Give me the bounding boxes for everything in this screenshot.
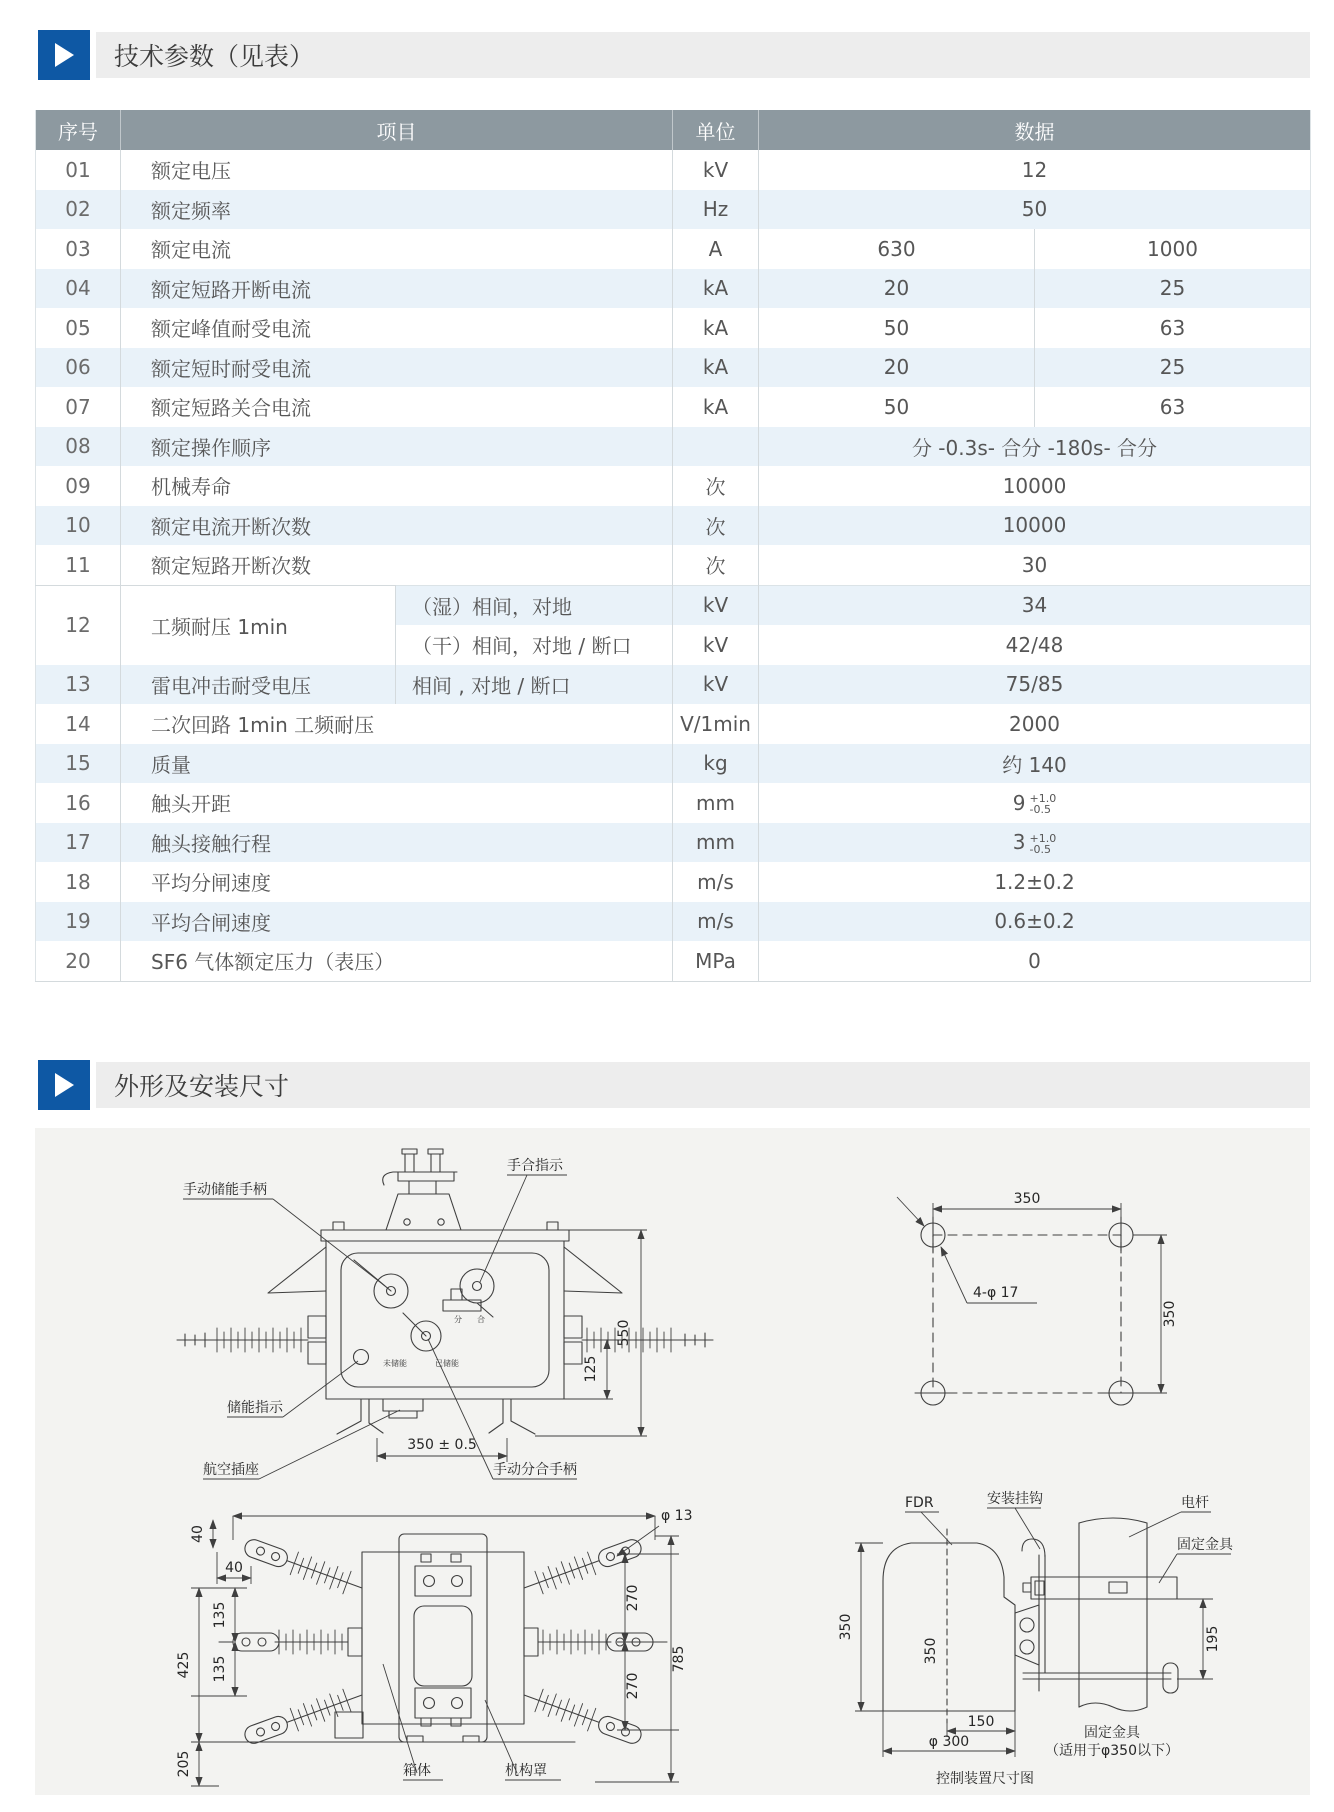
row-unit: MPa (673, 941, 759, 981)
dim-135a: 135 (212, 1601, 228, 1629)
charged-mark: 已储能 (435, 1359, 459, 1368)
row-item: 工频耐压 1min (121, 585, 396, 665)
table-row (36, 783, 1311, 823)
row-unit: kV (673, 625, 759, 665)
table-row (36, 823, 1311, 863)
row-subitem: （干）相间，对地 / 断口 (396, 625, 673, 665)
row-unit: 次 (673, 466, 759, 506)
row-value: 63 (1159, 315, 1186, 340)
row-seq: 16 (36, 783, 121, 823)
dim-40-horiz: 40 (225, 1560, 243, 1576)
row-unit: mm (673, 783, 759, 823)
row-unit: kA (673, 308, 759, 348)
phi13-label: φ 13 (661, 1508, 693, 1524)
hole-pattern-drawing (855, 1173, 1285, 1438)
row-value: 0.6±0.2 (759, 902, 1311, 942)
play-icon (38, 1060, 90, 1110)
top-view-drawing (155, 1490, 730, 1790)
row-unit: kV (673, 150, 759, 190)
section-title: 技术参数（见表） (96, 32, 1310, 78)
dim-205: 205 (176, 1750, 192, 1778)
play-icon (38, 30, 90, 80)
pole-mount-drawing (825, 1483, 1275, 1793)
row-item: 质量 (121, 744, 673, 784)
table-row (36, 190, 1311, 230)
row-seq: 18 (36, 862, 121, 902)
table-row (36, 744, 1311, 784)
caption-clamp-note: （适用于φ350以下） (1045, 1743, 1179, 1759)
row-unit: Hz (673, 190, 759, 230)
row-unit: A (673, 229, 759, 269)
section-title: 外形及安装尺寸 (96, 1062, 1310, 1108)
dim-150: 150 (967, 1714, 995, 1730)
open-mark: 分 (454, 1315, 462, 1324)
row-unit: m/s (673, 862, 759, 902)
row-value: 分 -0.3s- 合分 -180s- 合分 (759, 427, 1311, 467)
row-seq: 07 (36, 387, 121, 427)
table-row (36, 941, 1311, 981)
row-item: 额定峰值耐受电流 (151, 317, 311, 342)
uncharged-mark: 未储能 (383, 1359, 407, 1368)
col-seq: 序号 (36, 110, 121, 150)
row-value: 3 +1.0 -0.5 (759, 823, 1311, 863)
table-row (36, 387, 1311, 427)
row-value: 20 (759, 269, 1035, 309)
table-row (36, 902, 1311, 942)
dim-width-label: 350 ± 0.5 (407, 1437, 477, 1453)
dim-40-vert: 40 (190, 1525, 206, 1543)
caption-control-device: 控制装置尺寸图 (936, 1771, 1034, 1787)
dim-height-label: 550 (616, 1319, 632, 1347)
table-row (36, 348, 1311, 388)
caption-clamp: 固定金具 (1084, 1725, 1140, 1741)
row-value: 1000 (1147, 236, 1198, 261)
row-value: 9 +1.0 -0.5 (1012, 790, 1057, 816)
callout-close-indicator: 手合指示 (507, 1158, 563, 1174)
drawings-panel (35, 1128, 1310, 1795)
row-unit: 次 (673, 506, 759, 546)
spec-table-body (36, 150, 1311, 981)
row-item: 二次回路 1min 工频耐压 (151, 713, 375, 738)
row-seq: 20 (36, 941, 121, 981)
row-seq: 17 (36, 823, 121, 863)
row-item: 额定频率 (121, 190, 673, 230)
dim-135b: 135 (212, 1655, 228, 1683)
close-mark: 合 (477, 1315, 485, 1324)
row-unit: m/s (673, 902, 759, 942)
row-seq: 15 (36, 744, 121, 784)
dim-270a: 270 (625, 1584, 641, 1612)
row-item: 触头开距 (151, 792, 231, 817)
row-item: 额定电压 (151, 159, 231, 184)
section-header-dimensions (38, 1060, 1310, 1110)
dim-270b: 270 (625, 1672, 641, 1700)
table-row (36, 427, 1311, 467)
row-value: 1.2±0.2 (994, 869, 1075, 894)
front-view-drawing (155, 1140, 735, 1490)
table-row (36, 269, 1311, 309)
row-value: 10000 (759, 506, 1311, 546)
row-item: 额定短时耐受电流 (121, 348, 673, 388)
row-seq: 08 (36, 427, 121, 467)
col-unit: 单位 (673, 110, 759, 150)
callout-mechanism-cover: 机构罩 (505, 1763, 547, 1779)
holes-label: 4-φ 17 (973, 1285, 1019, 1301)
row-value: 12 (1021, 157, 1048, 182)
row-unit: kg (673, 744, 759, 784)
table-header (36, 110, 1311, 150)
table-row (36, 665, 1311, 705)
row-subitem: 相间 , 对地 / 断口 (396, 665, 673, 705)
row-item: 平均合闸速度 (121, 902, 673, 942)
row-item: 雷电冲击耐受电压 (121, 665, 396, 705)
row-unit: kV (673, 665, 759, 705)
row-seq: 05 (36, 308, 121, 348)
row-seq: 06 (36, 348, 121, 388)
section-header-tech-params (38, 30, 1310, 80)
dim-785: 785 (671, 1645, 687, 1673)
row-item: 额定操作顺序 (121, 427, 673, 467)
row-unit (673, 427, 759, 467)
callout-charge-indicator: 储能指示 (227, 1400, 283, 1416)
row-item: 机械寿命 (151, 475, 231, 500)
spec-table (35, 110, 1311, 982)
row-value: 2000 (1009, 711, 1060, 736)
dim-350-left: 350 (838, 1613, 854, 1641)
row-item: 额定短路开断次数 (151, 554, 311, 579)
callout-clamp: 固定金具 (1177, 1537, 1233, 1553)
row-value: 0 (1028, 948, 1041, 973)
row-value: 75/85 (759, 665, 1311, 705)
callout-store-handle: 手动储能手柄 (183, 1182, 267, 1198)
row-item: 额定短路关合电流 (151, 396, 311, 421)
dim-350-right: 350 (1162, 1300, 1178, 1328)
dim-350-axis: 350 (923, 1637, 939, 1665)
row-value: 10000 (1002, 473, 1067, 498)
row-seq: 11 (36, 545, 121, 585)
row-value: 25 (1035, 348, 1311, 388)
row-value: 50 (759, 387, 1035, 427)
table-header-row (36, 110, 1311, 150)
row-unit: kA (673, 348, 759, 388)
row-unit: mm (673, 823, 759, 863)
row-value: 25 (1035, 269, 1311, 309)
row-value: 50 (759, 308, 1035, 348)
dim-bushing-label: 125 (583, 1355, 599, 1383)
callout-aviation-socket: 航空插座 (203, 1462, 259, 1478)
row-seq: 04 (36, 269, 121, 309)
row-unit: kA (673, 269, 759, 309)
row-unit: 次 (673, 545, 759, 585)
col-data: 数据 (759, 110, 1311, 150)
row-unit: V/1min (673, 704, 759, 744)
col-item: 项目 (121, 110, 673, 150)
dim-425: 425 (176, 1651, 192, 1679)
row-seq: 02 (36, 190, 121, 230)
row-item: SF6 气体额定压力（表压） (151, 950, 395, 975)
row-value: 30 (1021, 552, 1048, 577)
row-seq: 14 (36, 704, 121, 744)
table-row (36, 585, 1311, 625)
row-value: 20 (759, 348, 1035, 388)
row-unit: kA (673, 387, 759, 427)
callout-box-body: 箱体 (403, 1763, 431, 1779)
row-value: 约 140 (759, 744, 1311, 784)
row-seq: 10 (36, 506, 121, 546)
callout-pole: 电杆 (1181, 1495, 1209, 1511)
row-seq: 03 (36, 229, 121, 269)
row-subitem: （湿）相间，对地 (396, 585, 673, 625)
table-row (36, 466, 1311, 506)
callout-fdr: FDR (905, 1495, 934, 1511)
table-row (36, 862, 1311, 902)
callout-hook: 安装挂钩 (987, 1491, 1043, 1507)
row-item: 额定短路开断电流 (121, 269, 673, 309)
dim-phi300: φ 300 (928, 1734, 970, 1750)
table-row (36, 506, 1311, 546)
row-unit: kV (673, 585, 759, 625)
row-value: 42/48 (1005, 632, 1064, 657)
table-row (36, 308, 1311, 348)
row-value: 63 (1159, 394, 1186, 419)
row-seq: 09 (36, 466, 121, 506)
row-value: 630 (759, 229, 1035, 269)
row-value: 34 (759, 585, 1311, 625)
row-seq: 13 (36, 665, 121, 705)
dim-195: 195 (1205, 1625, 1221, 1653)
row-item: 额定电流 (151, 238, 231, 263)
row-item: 触头接触行程 (121, 823, 673, 863)
table-row (36, 545, 1311, 585)
row-seq: 19 (36, 902, 121, 942)
row-value: 50 (759, 190, 1311, 230)
row-item: 平均分闸速度 (151, 871, 271, 896)
dim-350-top: 350 (1013, 1191, 1041, 1207)
table-row (36, 150, 1311, 190)
table-row (36, 704, 1311, 744)
row-seq: 12 (36, 585, 121, 665)
table-row (36, 229, 1311, 269)
row-seq: 01 (36, 150, 121, 190)
row-item: 额定电流开断次数 (121, 506, 673, 546)
callout-manual-handle: 手动分合手柄 (493, 1462, 577, 1478)
